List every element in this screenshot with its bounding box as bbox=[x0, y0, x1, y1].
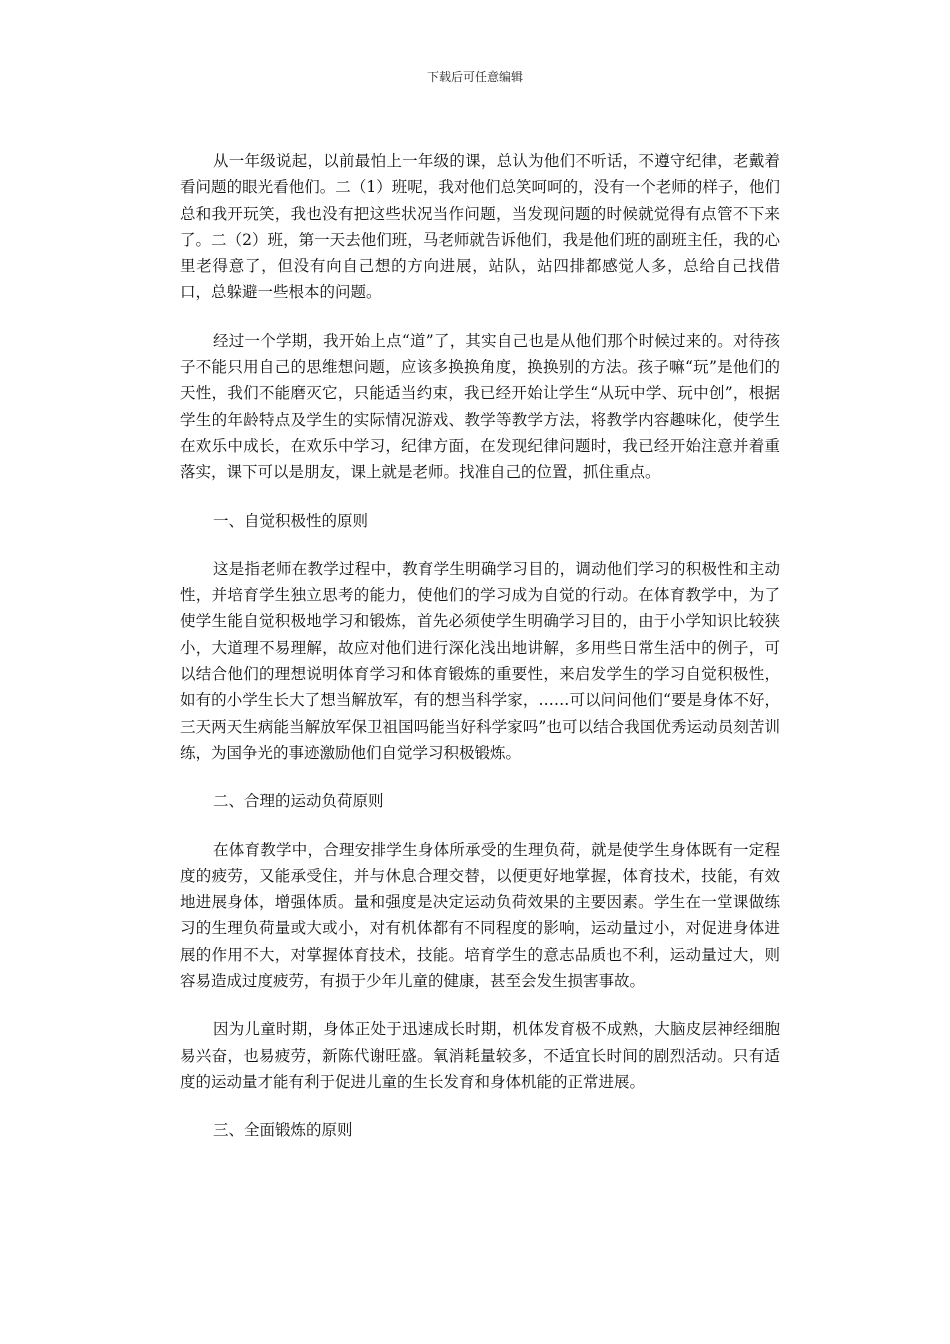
section-heading-2: 二、合理的运动负荷原则 bbox=[213, 792, 384, 811]
paragraph-5: 因为儿童时期，身体正处于迅速成长时期，机体发育极不成熟，大脑皮层神经细胞易兴奋，也易疲劳，新陈代谢旺盛。氧消耗量较多，不适宜长时间的剧烈活动。只有适度的运动量才能有利于促进儿童的生长发育和身体机能的正常进展。 bbox=[180, 1020, 780, 1091]
section-heading-1: 一、自觉积极性的原则 bbox=[213, 511, 369, 530]
paragraph-4: 在体育教学中，合理安排学生身体所承受的生理负荷，就是使学生身体既有一定程度的疲劳，又能承受住，并与休息合理交替，以便更好地掌握，体育技术，技能，有效地进展身体，增强体质。量和强度是决定运动负荷效果的主要因素。学生在一堂课做练习的生理负荷量或大或小，对有机体都有不同程度的影响，运动量过小，对促进身体进展的作用不大，对掌握体育技术，技能。培育学生的意志品质也不利，运动量过大，则容易造成过度疲劳，有损于少年儿童的健康，甚至会发生损害事故。 bbox=[180, 840, 780, 991]
paragraph-1: 从一年级说起，以前最怕上一年级的课，总认为他们不听话，不遵守纪律，老戴着看问题的眼光看他们。二（1）班呢，我对他们总笑呵呵的，没有一个老师的样子，他们总和我开玩笑，我也没有把这些状况当作问题，当发现问题的时候就觉得有点管不下来了。二（2）班，第一天去他们班，马老师就告诉他们，我是他们班的副班主任，我的心里老得意了，但没有向自己想的方向进展，站队，站四排都感觉人多，总给自己找借口，总躲避一些根本的问题。 bbox=[180, 152, 780, 302]
document-body bbox=[180, 148, 780, 1166]
paragraph-3: 这是指老师在教学过程中，教育学生明确学习目的，调动他们学习的积极性和主动性，并培育学生独立思考的能力，使他们的学习成为自觉的行动。在体育教学中，为了使学生能自觉积极地学习和锻炼，首先必须使学生明确学习目的，由于小学知识比较狭小，大道理不易理解，故应对他们进行深化浅出地讲解，多用些日常生活中的例子，可以结合他们的理想说明体育学习和体育锻炼的重要性，来启发学生的学习自觉积极性，如有的小学生长大了想当解放军，有的想当科学家，……可以问问他们“要是身体不好，三天两天生病能当解放军保卫祖国吗能当好科学家吗”也可以结合我国优秀运动员刻苦训练，为国争光的事迹激励他们自觉学习积极锻炼。 bbox=[180, 559, 780, 762]
section-heading-3: 三、全面锻炼的原则 bbox=[213, 1121, 353, 1140]
page-header: 下载后可任意编辑 bbox=[426, 70, 523, 84]
paragraph-2: 经过一个学期，我开始上点“道”了，其实自己也是从他们那个时候过来的。对待孩子不能只用自己的思维想问题，应该多换换角度，换换别的方法。孩子嘛“玩”是他们的天性，我们不能磨灭它，只能适当约束，我已经开始让学生“从玩中学、玩中创”，根据学生的年龄特点及学生的实际情况游戏、教学等教学方法，将教学内容趣味化，使学生在欢乐中成长，在欢乐中学习，纪律方面，在发现纪律问题时，我已经开始注意并着重落实，课下可以是朋友，课上就是老师。找准自己的位置，抓住重点。 bbox=[180, 331, 780, 482]
